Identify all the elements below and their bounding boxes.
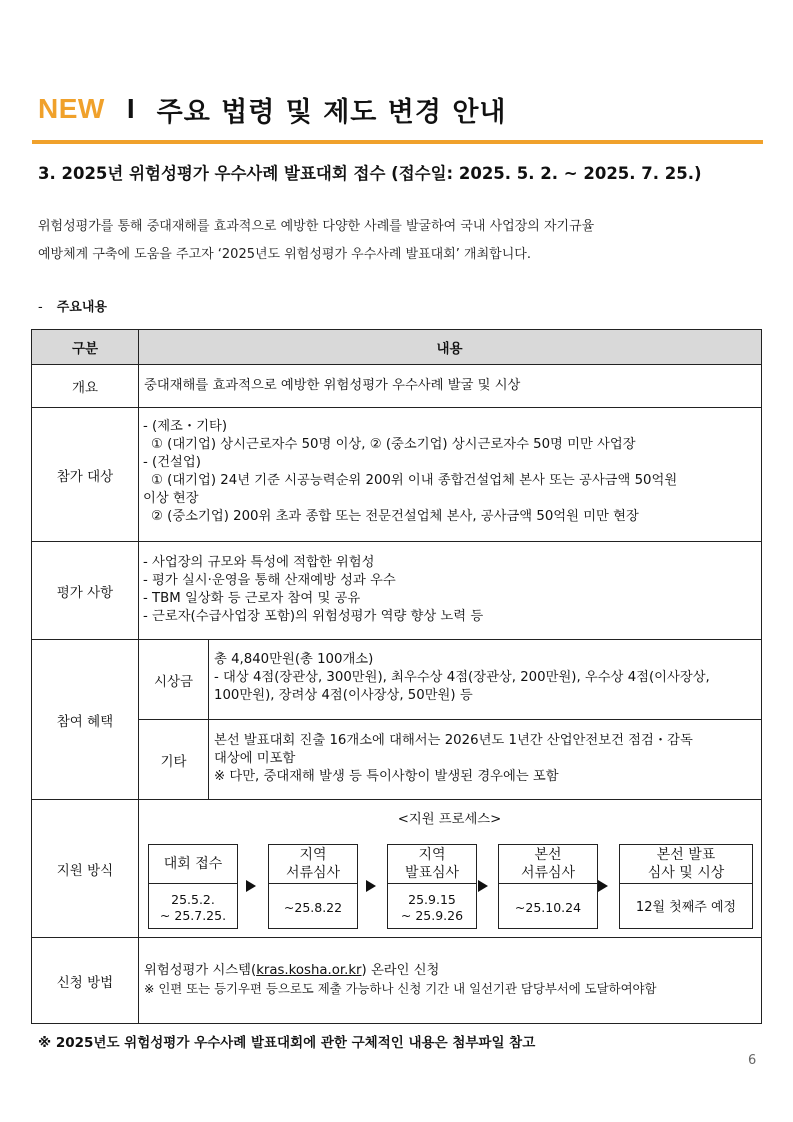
evaluation-line: - 평가 실시·운영을 통해 산재예방 성과 우수	[143, 573, 396, 588]
participants-line: 이상 현장	[143, 491, 199, 506]
new-label: NEW	[38, 93, 105, 124]
table-header-category: 구분	[71, 341, 99, 357]
apply-line-2: ※ 인편 또는 등기우편 등으로도 제출 가능하나 신청 기간 내 일선기관 담당부서에 도달하여야함	[144, 981, 657, 996]
participants-line: ② (중소기업) 200위 초과 종합 또는 전문건설업체 본사, 공사금액 50억원 미만 현장	[151, 509, 639, 524]
prize-line: 100만원), 장려상 4점(이사장상, 50만원) 등	[214, 688, 473, 703]
process-step-3	[387, 844, 477, 929]
process-step-1	[148, 844, 238, 929]
arrow-right-icon	[478, 880, 488, 892]
row-label-apply: 신청 방법	[56, 974, 114, 991]
page-number: 6	[748, 1053, 757, 1068]
section-title: 3. 2025년 위험성평가 우수사례 발표대회 접수 (접수일: 2025. 5. 2. ~ 2025. 7. 25.)	[38, 164, 702, 183]
subheading-text: 주요내용	[56, 300, 107, 315]
footnote: ※ 2025년도 위험성평가 우수사례 발표대회에 관한 구체적인 내용은 첨부파일 참고	[38, 1035, 536, 1051]
overview-text: 중대재해를 효과적으로 예방한 위험성평가 우수사례 발굴 및 시상	[144, 378, 521, 393]
prize-content	[214, 651, 756, 705]
participants-content	[143, 418, 755, 526]
header-divider	[32, 140, 763, 144]
evaluation-line: - TBM 일상화 등 근로자 참여 및 공유	[143, 591, 361, 606]
step-dates: ~25.8.22	[283, 899, 343, 915]
arrow-right-icon	[598, 880, 608, 892]
other-content	[214, 732, 756, 786]
step-dates: ~25.10.24	[514, 899, 582, 915]
prize-line: - 대상 4점(장관상, 300만원), 최우수상 4점(장관상, 200만원), 우수상 4점(이사장상,	[214, 670, 710, 685]
participants-line: ① (대기업) 상시근로자수 50명 이상, ② (중소기업) 상시근로자수 50명 미만 사업장	[151, 437, 636, 452]
row-label-participants: 참가 대상	[56, 468, 114, 485]
header-separator: I	[126, 93, 135, 124]
benefit-label-other: 기타	[160, 753, 187, 770]
evaluation-line: - 사업장의 규모와 특성에 적합한 위험성	[143, 555, 375, 570]
prize-line: 총 4,840만원(총 100개소)	[214, 652, 374, 667]
process-title: <지원 프로세스>	[397, 812, 502, 827]
arrow-right-icon	[246, 880, 256, 892]
row-label-benefits: 참여 혜택	[56, 713, 114, 730]
content-table	[31, 329, 762, 1024]
row-label-evaluation: 평가 사항	[56, 584, 114, 601]
step-dates: 25.5.2. ~ 25.7.25.	[159, 891, 227, 923]
process-step-5	[619, 844, 753, 929]
kras-link[interactable]: kras.kosha.or.kr	[256, 963, 362, 978]
step-dates: 25.9.15 ~ 25.9.26	[400, 891, 464, 923]
intro-line-1: 위험성평가를 통해 중대재해를 효과적으로 예방한 다양한 사례를 발굴하여 국내 사업장의 자기규율	[38, 219, 595, 234]
step-title: 지역 서류심사	[269, 845, 357, 884]
intro-line-2: 예방체계 구축에 도움을 주고자 ‘2025년도 위험성평가 우수사례 발표대회’ 개최합니다.	[38, 247, 531, 262]
other-line: 본선 발표대회 진출 16개소에 대해서는 2026년도 1년간 산업안전보건 점검・감독	[214, 733, 693, 748]
step-title: 본선 서류심사	[499, 845, 597, 884]
subheading-dash: -	[38, 300, 43, 315]
step-title: 대회 접수	[149, 845, 237, 884]
apply-content	[144, 962, 756, 998]
other-line: ※ 다만, 중대재해 발생 등 특이사항이 발생된 경우에는 포함	[214, 769, 559, 784]
other-line: 대상에 미포함	[214, 751, 296, 766]
process-step-2	[268, 844, 358, 929]
subheading	[38, 296, 107, 315]
participants-line: - (제조・기타)	[143, 419, 228, 434]
page-title: 주요 법령 및 제도 변경 안내	[156, 96, 507, 128]
row-label-support: 지원 방식	[56, 862, 114, 879]
participants-line: ① (대기업) 24년 기준 시공능력순위 200위 이내 종합건설업체 본사 또는 공사금액 50억원	[151, 473, 678, 488]
participants-line: - (건설업)	[143, 455, 201, 470]
step-title: 지역 발표심사	[388, 845, 476, 884]
process-step-4	[498, 844, 598, 929]
step-title: 본선 발표 심사 및 시상	[620, 845, 752, 884]
arrow-right-icon	[366, 880, 376, 892]
table-header-content: 내용	[436, 341, 463, 357]
apply-line-1: 위험성평가 시스템(kras.kosha.or.kr) 온라인 신청	[144, 963, 440, 978]
step-dates: 12월 첫째주 예정	[635, 899, 737, 915]
evaluation-content	[143, 554, 755, 626]
row-label-overview: 개요	[71, 380, 99, 396]
page-header	[38, 88, 507, 130]
evaluation-line: - 근로자(수급사업장 포함)의 위험성평가 역량 향상 노력 등	[143, 609, 484, 624]
benefit-label-prize: 시상금	[153, 673, 194, 690]
